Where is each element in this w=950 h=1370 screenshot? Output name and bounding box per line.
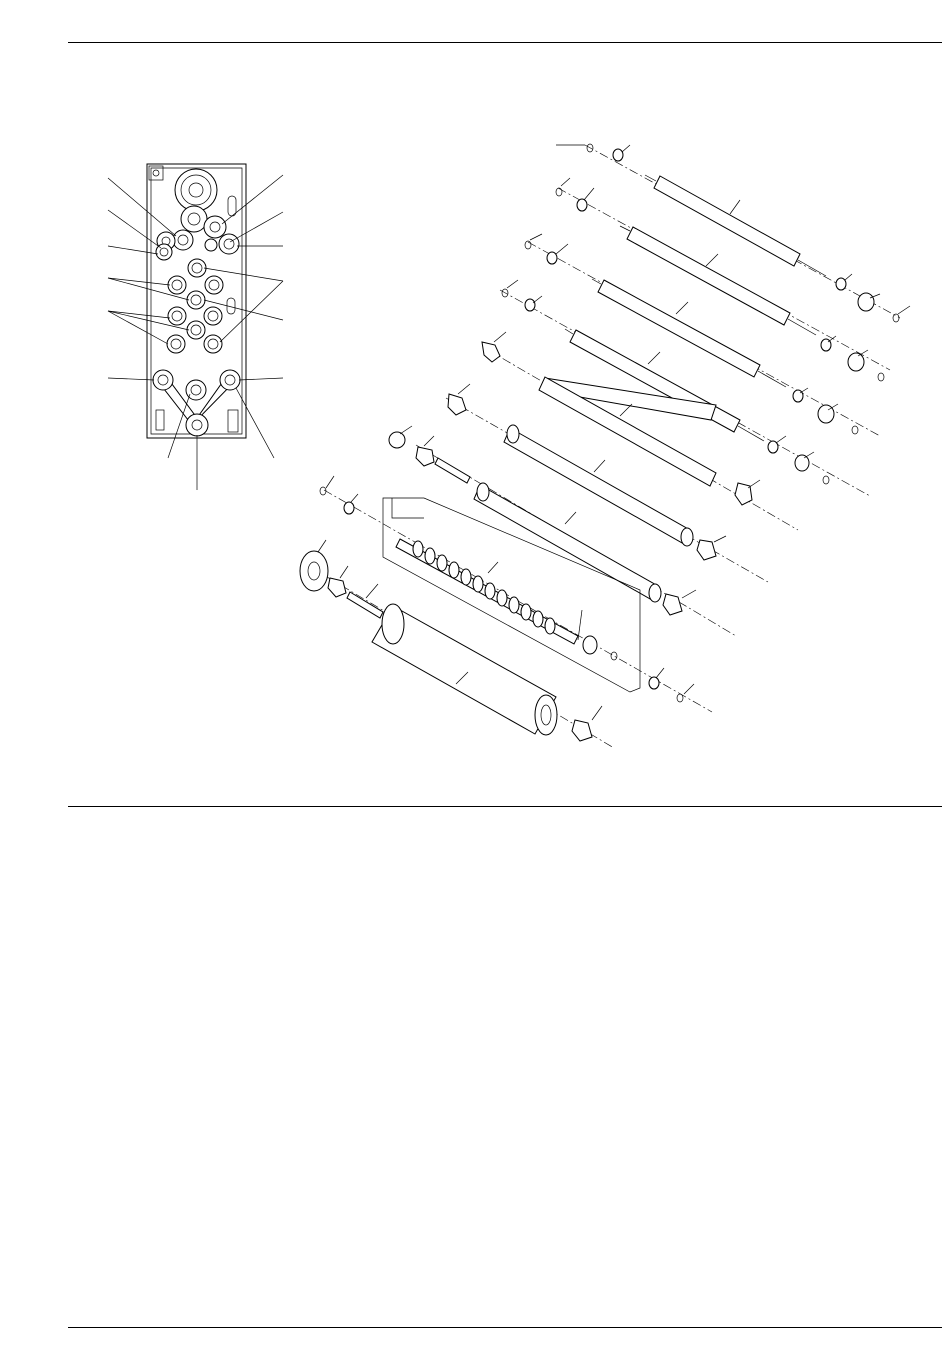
belt-pulleys	[153, 370, 240, 436]
roller-assembly-view	[300, 144, 910, 748]
side-plate-view	[108, 164, 283, 490]
roller-bearings-grid	[167, 259, 223, 353]
main-drum	[300, 551, 592, 741]
gear-cluster	[156, 169, 239, 260]
